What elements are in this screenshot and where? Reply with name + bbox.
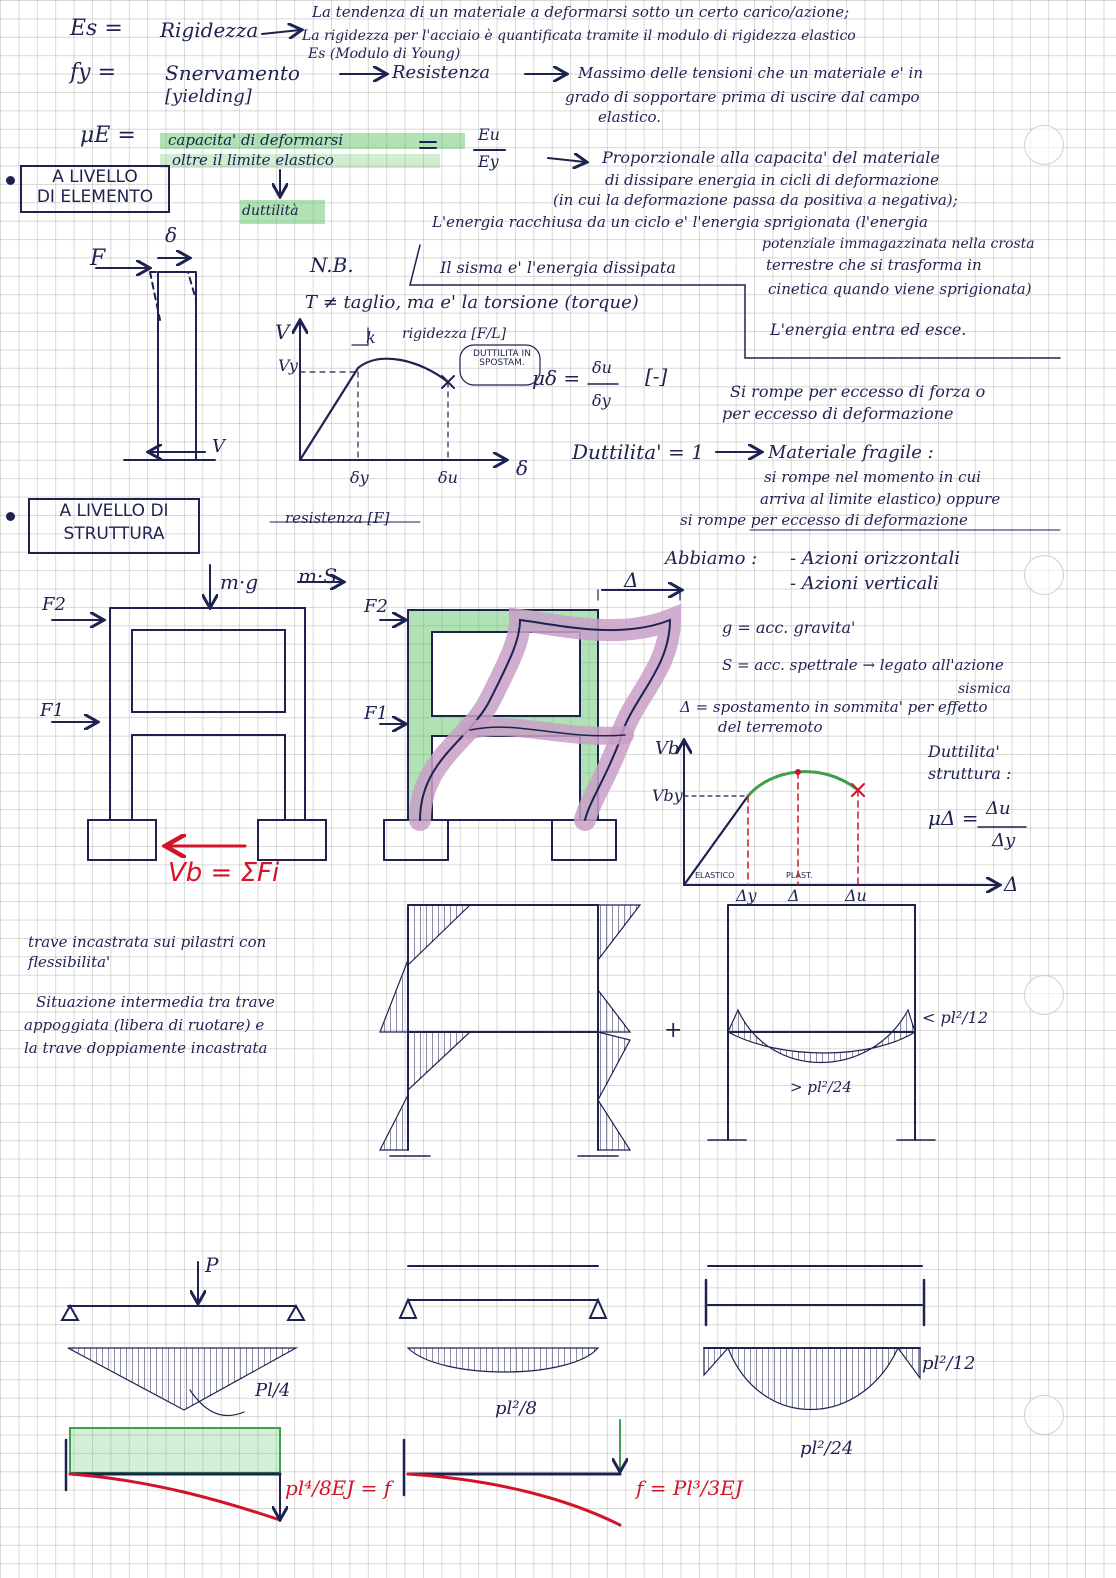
es-label: Es = xyxy=(70,16,123,41)
label-Dy: Δy xyxy=(736,886,757,905)
note-5: la trave doppiamente incastrata xyxy=(24,1039,268,1057)
plus-sign: + xyxy=(664,1018,683,1043)
label-Vy: Vy xyxy=(278,356,298,375)
mu-delta-num: δu xyxy=(592,358,612,377)
mu-term-1: capacita' di deformarsi xyxy=(168,131,344,149)
cantilever-2 xyxy=(404,1420,620,1525)
label-Du: Δu xyxy=(845,886,867,905)
mu-term-2: oltre il limite elastico xyxy=(172,151,334,169)
note-1: trave incastrata sui pilastri con xyxy=(28,933,267,951)
label-pl2-24: pl²/24 xyxy=(800,1438,854,1459)
fy-label: fy = xyxy=(70,60,116,85)
stamp-box xyxy=(460,345,540,385)
box-element-line-2: DI ELEMENTO xyxy=(36,187,154,207)
dutt-2: Materiale fragile : xyxy=(768,442,934,463)
arrow-es xyxy=(262,30,300,34)
prop-2: di dissipare energia in cicli di deformazione xyxy=(605,171,939,189)
dutt-1: Duttilita' = 1 xyxy=(572,440,704,464)
mu-num: Eu xyxy=(478,125,500,144)
label-resistenza: resistenza [F] xyxy=(285,509,390,527)
delta-top: δ xyxy=(165,223,178,247)
es-desc-2: La rigidezza per l'acciaio è quantificata tramite il modulo di rigidezza elastico xyxy=(302,28,856,44)
label-f2: f = Pl³/3EJ xyxy=(636,1476,743,1500)
pushover-line xyxy=(684,796,748,885)
taglio-text: T ≠ taglio, ma e' la torsione (torque) xyxy=(305,292,639,313)
label-lt-pl2: < pl²/12 xyxy=(922,1008,989,1027)
label-F2: F2 xyxy=(42,594,66,615)
g-definition: g = acc. gravita' xyxy=(722,618,856,637)
abbiamo: Abbiamo : xyxy=(665,548,758,569)
nb-label: N.B. xyxy=(310,253,354,277)
energy-1: L'energia racchiusa da un ciclo e' l'energia sprigionata (l'energia xyxy=(432,213,928,231)
es-term: Rigidezza xyxy=(160,18,259,42)
label-du: δu xyxy=(438,468,458,487)
fy-arrow-word: Resistenza xyxy=(392,62,491,83)
label-F1b: F1 xyxy=(364,703,388,724)
mu-Delta-den: Δy xyxy=(992,830,1016,851)
note-3: Situazione intermedia tra trave xyxy=(36,993,275,1011)
mu-delta-den: δy xyxy=(592,391,611,410)
box-structure-line-1: A LIVELLO DI xyxy=(59,501,169,521)
label-F2b: F2 xyxy=(364,596,388,617)
label-Delta-top: Δ xyxy=(624,568,639,592)
rompe-2: per eccesso di deformazione xyxy=(722,404,954,423)
beam-3 xyxy=(704,1266,924,1410)
s-definition-2: sismica xyxy=(958,681,1011,697)
delta-definition-2: del terremoto xyxy=(718,718,823,736)
frame-2 xyxy=(380,590,680,860)
k-triangle xyxy=(352,328,368,345)
axis-Vb: Vb xyxy=(655,738,680,759)
label-pl2-12: pl²/12 xyxy=(922,1353,976,1374)
mu-label: μE = xyxy=(80,123,136,148)
es-desc-1: La tendenza di un materiale a deformarsi sotto un certo carico/azione; xyxy=(312,3,850,21)
arrow-prop xyxy=(548,158,585,162)
dutt-str-2: struttura : xyxy=(928,764,1012,783)
axis-delta: δ xyxy=(516,456,529,480)
mu-Delta-num: Δu xyxy=(986,798,1011,819)
sisma-text: Il sisma e' l'energia dissipata xyxy=(440,258,676,277)
axis-Delta: Δ xyxy=(1004,872,1019,896)
dutt-4: arriva al limite elastico) oppure xyxy=(760,490,1001,508)
axis-V: V xyxy=(275,320,290,344)
delta-definition: Δ = spostamento in sommita' per effetto xyxy=(680,698,988,716)
mu-delta: μδ = xyxy=(532,366,581,390)
azioni-verticali: - Azioni verticali xyxy=(790,573,939,594)
duttilita-stamp: DUTTILITA IN SPOSTAM. xyxy=(473,349,531,368)
label-F1: F1 xyxy=(40,700,64,721)
label-f1: pl⁴/8EJ = f xyxy=(285,1476,392,1500)
label-mg: m·g xyxy=(220,570,259,594)
mu-den: Ey xyxy=(478,152,499,171)
label-gt-pl2: > pl²/24 xyxy=(790,1078,852,1096)
moment-frame-2 xyxy=(708,905,935,1140)
note-4: appoggiata (libera di ruotare) e xyxy=(24,1016,265,1034)
beam-1 xyxy=(62,1262,304,1416)
beam-2 xyxy=(400,1266,606,1372)
s-definition: S = acc. spettrale → legato all'azione xyxy=(722,656,1004,674)
energy-4: cinetica quando viene sprigionata) xyxy=(768,280,1032,298)
fy-desc-1: Massimo delle tensioni che un materiale e' in xyxy=(578,64,923,82)
mu-Delta: μΔ = xyxy=(928,806,979,830)
energy-5: L'energia entra ed esce. xyxy=(770,320,967,339)
azioni-orizzontali: - Azioni orizzontali xyxy=(790,548,961,569)
duttilita-label: duttilità xyxy=(242,203,299,219)
label-pl2-8: pl²/8 xyxy=(495,1398,538,1419)
mu-equal xyxy=(420,142,436,148)
brackets: [-] xyxy=(645,364,668,388)
label-rigidezza: rigidezza [F/L] xyxy=(402,326,507,342)
label-Vby: Vby xyxy=(652,786,683,805)
curve xyxy=(300,359,448,460)
label-D: Δ xyxy=(788,886,800,905)
note-2: flessibilita' xyxy=(28,953,111,971)
energy-3: terrestre che si trasforma in xyxy=(766,256,982,274)
energy-2: potenziale immagazzinata nella crosta xyxy=(762,236,1035,252)
label-dy: δy xyxy=(350,468,369,487)
sisma-bracket xyxy=(410,245,1060,358)
box-element-line-1: A LIVELLO xyxy=(52,167,138,187)
label-Pl4: Pl/4 xyxy=(255,1380,291,1401)
reaction-V: V xyxy=(212,436,225,457)
label-ms: m·S xyxy=(298,564,338,588)
prop-1: Proporzionale alla capacita' del materiale xyxy=(602,148,940,167)
dutt-str-1: Duttilita' xyxy=(928,742,1000,761)
pushover-curve xyxy=(748,772,858,796)
frame-1 xyxy=(52,565,342,860)
label-plast: PLAST. xyxy=(786,871,813,880)
column xyxy=(158,272,196,460)
fy-term-2: [yielding] xyxy=(165,86,252,107)
force-F: F xyxy=(90,246,106,271)
rompe-1: Si rompe per eccesso di forza o xyxy=(730,382,986,401)
dutt-5: si rompe per eccesso di deformazione xyxy=(680,511,968,529)
label-elastico: ELASTICO xyxy=(695,871,735,880)
fy-desc-2: grado di sopportare prima di uscire dal campo xyxy=(565,88,920,106)
box-structure-line-2: STRUTTURA xyxy=(63,524,165,544)
label-Vb-sum: Vb = ΣFi xyxy=(168,858,280,888)
fy-term: Snervamento xyxy=(165,61,300,85)
deformed-column xyxy=(150,272,196,320)
moment-frame-1 xyxy=(380,905,640,1156)
label-k: k xyxy=(366,328,376,347)
cantilever-1 xyxy=(66,1428,280,1520)
label-P: P xyxy=(205,1253,219,1277)
dutt-3: si rompe nel momento in cui xyxy=(764,468,981,486)
prop-3: (in cui la deformazione passa da positiva a negativa); xyxy=(553,191,958,209)
fy-desc-3: elastico. xyxy=(598,108,662,126)
es-desc-3: Es (Modulo di Young) xyxy=(308,46,461,62)
